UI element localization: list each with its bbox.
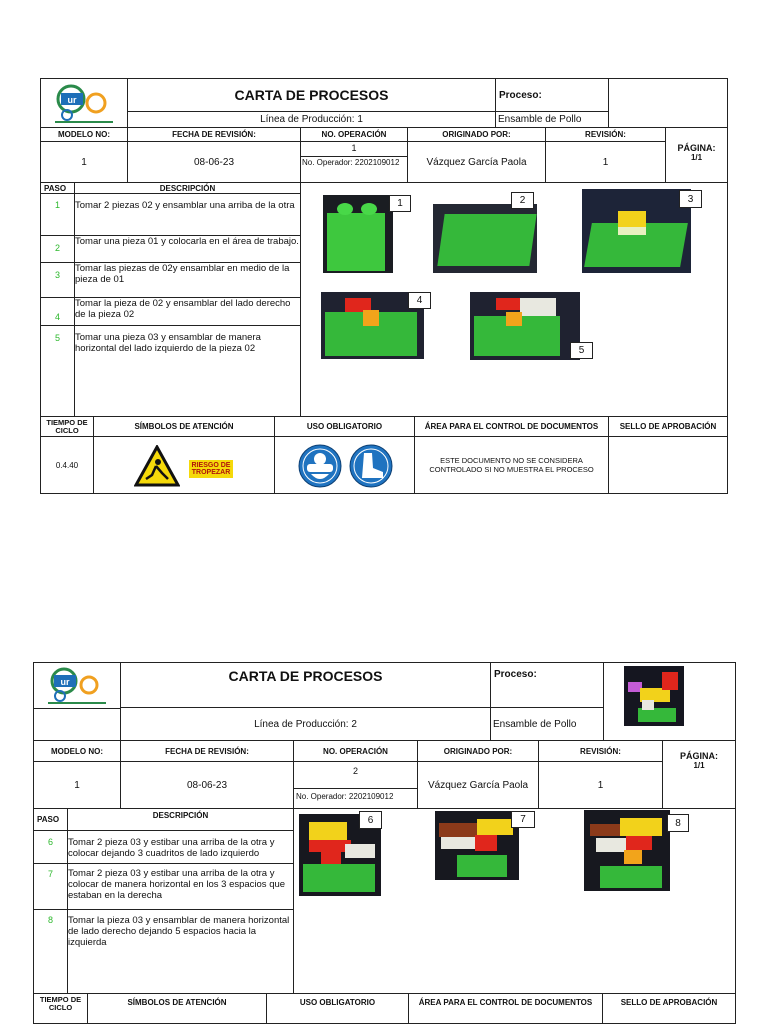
- step-text: Tomar una pieza 03 y ensamblar de manera horizontal del lado izquierdo de la pieza 02: [75, 332, 261, 354]
- step-number: 6: [47, 837, 53, 847]
- paso-header: PASO: [33, 808, 68, 831]
- proceso-image-cell: [603, 662, 736, 741]
- divider: [33, 863, 294, 864]
- company-logo: [41, 79, 127, 127]
- proceso-image-cell: [608, 78, 728, 128]
- modelo-value: 1: [33, 761, 121, 809]
- pagina-cell: [662, 740, 736, 809]
- final-product-photo: [624, 666, 684, 726]
- tiempo-header: TIEMPO DE CICLO: [40, 416, 94, 437]
- operador-value: No. Operador: 2202109012: [294, 788, 417, 804]
- operacion-header: NO. OPERACIÓN: [293, 740, 418, 762]
- operacion-value: 2: [352, 766, 358, 776]
- safety-goggles-icon: [298, 444, 342, 488]
- step-text: Tomar la pieza 03 y ensamblar de manera horizontal de lado derecho dejando 5 espacios hacia la izquierda: [68, 915, 290, 948]
- revision-value: 1: [538, 761, 663, 809]
- step-photo: [323, 195, 393, 273]
- doc-title: CARTA DE PROCESOS: [127, 78, 496, 112]
- descripcion-header: DESCRIPCIÓN: [74, 182, 301, 194]
- step-number: 8: [47, 915, 53, 925]
- step-text: Tomar 2 pieza 03 y estibar una arriba de la otra y colocar dejando 3 cuadritos de lado izquierdo: [68, 837, 275, 859]
- fecha-value: 08-06-23: [127, 141, 301, 183]
- photo-tag: 5: [570, 342, 593, 359]
- step-photo: [582, 189, 691, 273]
- fecha-header: FECHA DE REVISIÓN:: [120, 740, 294, 762]
- step-text: Tomar las piezas de 02y ensamblar en medio de la pieza de 01: [75, 263, 290, 285]
- sello-cell: [608, 436, 728, 494]
- originado-value: Vázquez García Paola: [407, 141, 546, 183]
- tiempo-header: TIEMPO DE CICLO: [33, 993, 88, 1024]
- pagina-header: PÁGINA:: [680, 751, 718, 761]
- paso-column: [40, 193, 75, 417]
- fecha-value: 08-06-23: [120, 761, 294, 809]
- step-photo: [433, 204, 537, 273]
- pagina-value: 1/1: [690, 153, 703, 162]
- step-number: 3: [54, 270, 60, 280]
- step-number: 2: [54, 243, 60, 253]
- photo-tag: 2: [511, 192, 534, 209]
- fecha-header: FECHA DE REVISIÓN:: [127, 127, 301, 142]
- operacion-cell: [300, 141, 408, 183]
- simbolos-cell: [93, 436, 275, 494]
- logo-cell: [33, 662, 121, 709]
- step-photo: [435, 811, 519, 880]
- step-number: 1: [54, 200, 60, 210]
- pagina-cell: [665, 127, 728, 183]
- pagina-header: PÁGINA:: [677, 143, 716, 153]
- ensamble-value: Ensamble de Pollo: [495, 111, 609, 128]
- originado-header: ORIGINADO POR:: [407, 127, 546, 142]
- pagina-value: 1/1: [693, 761, 705, 770]
- photo-tag: 7: [511, 811, 535, 828]
- ensamble-value: Ensamble de Pollo: [490, 707, 604, 741]
- modelo-value: 1: [40, 141, 128, 183]
- simbolos-header: SÍMBOLOS DE ATENCIÓN: [87, 993, 267, 1024]
- revision-value: 1: [545, 141, 666, 183]
- operador-value: No. Operador: 2202109012: [301, 156, 407, 168]
- linea-produccion: Línea de Producción: 1: [127, 111, 496, 128]
- operacion-header: NO. OPERACIÓN: [300, 127, 408, 142]
- doc-title: CARTA DE PROCESOS: [120, 662, 491, 708]
- sello-header: SELLO DE APROBACIÓN: [608, 416, 728, 437]
- step-text: Tomar la pieza de 02 y ensamblar del lado derecho de la pieza 02: [75, 298, 291, 320]
- svg-text:ur: ur: [67, 95, 77, 105]
- descripcion-header: DESCRIPCIÓN: [67, 808, 294, 831]
- step-number: 7: [47, 869, 53, 879]
- trip-hazard-icon: [134, 445, 180, 487]
- logo-cell: [40, 78, 128, 128]
- operacion-cell: [293, 761, 418, 809]
- proceso-label: Proceso:: [490, 662, 604, 708]
- area-header: ÁREA PARA EL CONTROL DE DOCUMENTOS: [414, 416, 609, 437]
- revision-header: REVISIÓN:: [545, 127, 666, 142]
- originado-value: Vázquez García Paola: [417, 761, 539, 809]
- step-photo: [470, 292, 580, 360]
- divider: [33, 909, 294, 910]
- photo-tag: 3: [679, 190, 702, 208]
- area-header: ÁREA PARA EL CONTROL DE DOCUMENTOS: [408, 993, 603, 1024]
- paso-header: PASO: [40, 182, 75, 194]
- step-number: 5: [54, 333, 60, 343]
- riesgo-label: RIESGO DE TROPEZAR: [189, 460, 233, 478]
- tiempo-value: 0.4.40: [40, 436, 94, 494]
- step-text: Tomar una pieza 01 y colocarla en el área de trabajo.: [75, 236, 299, 247]
- linea-produccion: Línea de Producción: 2: [120, 707, 491, 741]
- modelo-header: MODELO NO:: [40, 127, 128, 142]
- step-photo: [584, 810, 670, 891]
- photo-tag: 1: [389, 195, 411, 212]
- photo-tag: 6: [359, 811, 382, 829]
- uso-cell: [274, 436, 415, 494]
- safety-boots-icon: [349, 444, 393, 488]
- step-text: Tomar 2 piezas 02 y ensamblar una arriba de la otra: [75, 200, 295, 211]
- proceso-label: Proceso:: [495, 78, 609, 112]
- svg-text:ur: ur: [60, 677, 70, 687]
- step-text: Tomar 2 pieza 03 y estibar una arriba de la otra y colocar de manera horizontal en los 3 espacios que estaban en la derecha: [68, 868, 286, 901]
- photo-tag: 4: [408, 292, 431, 309]
- revision-header: REVISIÓN:: [538, 740, 663, 762]
- control-note: ESTE DOCUMENTO NO SE CONSIDERA CONTROLADO SI NO MUESTRA EL PROCESO: [414, 436, 609, 494]
- simbolos-header: SÍMBOLOS DE ATENCIÓN: [93, 416, 275, 437]
- sello-header: SELLO DE APROBACIÓN: [602, 993, 736, 1024]
- uso-header: USO OBLIGATORIO: [274, 416, 415, 437]
- uso-header: USO OBLIGATORIO: [266, 993, 409, 1024]
- photo-tag: 8: [667, 814, 689, 832]
- logo-cell-lower: [33, 708, 121, 741]
- step-number: 4: [54, 312, 60, 322]
- modelo-header: MODELO NO:: [33, 740, 121, 762]
- divider: [40, 325, 301, 326]
- originado-header: ORIGINADO POR:: [417, 740, 539, 762]
- company-logo: [34, 663, 120, 708]
- operacion-value: 1: [351, 143, 357, 153]
